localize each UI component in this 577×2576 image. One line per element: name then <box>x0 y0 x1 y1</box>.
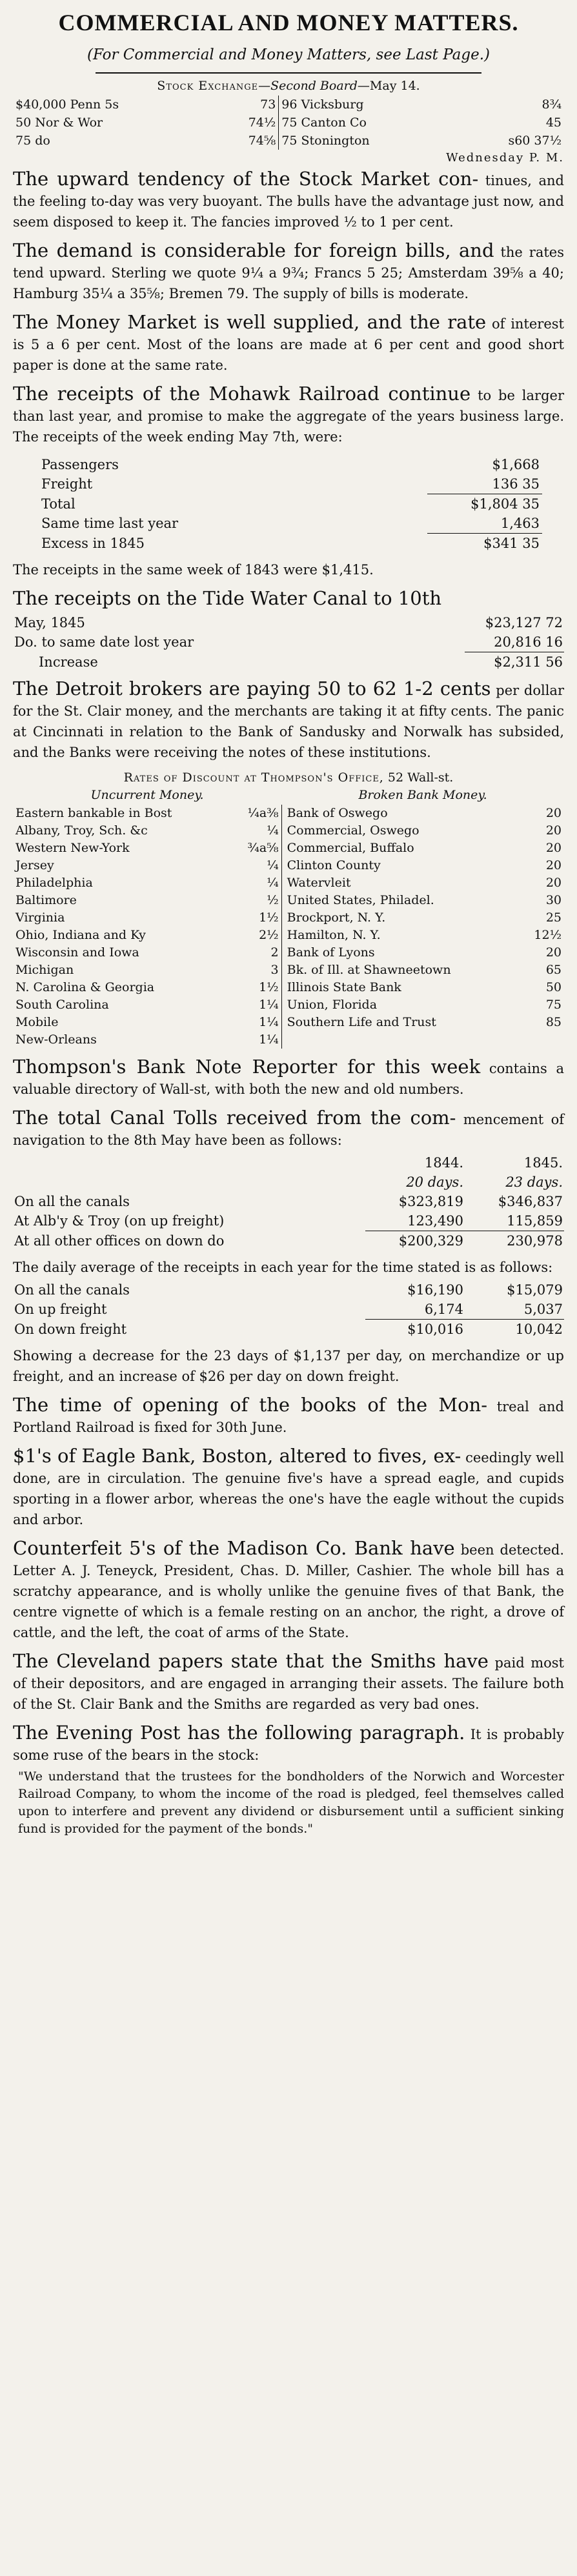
article-paragraph <box>13 1056 564 1100</box>
stock-date: —May 14. <box>357 79 420 93</box>
table-row <box>39 494 542 514</box>
tide-water-table <box>13 613 564 672</box>
paragraph-lead: The total Canal Tolls received from the com- <box>13 1107 456 1129</box>
article-paragraph: The receipts in the same week of 1843 were $1,415. <box>13 562 374 578</box>
rate: 2 <box>270 945 279 960</box>
bank-name: Philadelphia <box>15 876 93 890</box>
table-row <box>13 805 564 822</box>
article-paragraph: Showing a decrease for the 23 days of $1,137 per day, on merchandize or up freight, and an increase of $26 per day on down freight. <box>13 1348 564 1384</box>
paragraph-lead: The Money Market is well supplied, and the rate <box>13 311 487 333</box>
stock-sales-table <box>13 96 564 150</box>
bank-name: Virginia <box>15 911 65 925</box>
discount-heading <box>13 770 564 785</box>
bank-name: Eastern bankable in Bost <box>15 806 172 820</box>
rate: 20 <box>545 806 562 820</box>
table-row <box>13 961 564 979</box>
table-row <box>13 892 564 909</box>
stock-price: 45 <box>545 116 562 130</box>
title-rule <box>96 72 481 74</box>
bank-name: Illinois State Bank <box>281 979 520 996</box>
days-header: 20 days. <box>406 1174 463 1190</box>
canal-tolls-table <box>13 1153 564 1251</box>
bank-name: Western New-York <box>15 841 130 855</box>
rate: 1¼ <box>259 1015 279 1029</box>
rate: 65 <box>545 963 562 977</box>
article-paragraph <box>13 1107 564 1151</box>
table-row <box>13 909 564 927</box>
bank-name: Michigan <box>15 963 74 977</box>
table-header-row <box>13 786 564 805</box>
bank-name: Commercial, Oswego <box>281 822 520 840</box>
stock-exchange-heading <box>13 79 564 93</box>
rate: 2½ <box>259 928 279 942</box>
row-value: $2,311 56 <box>465 652 564 672</box>
row-value: $200,329 <box>365 1231 465 1251</box>
table-row <box>13 1192 564 1211</box>
bank-name: Baltimore <box>15 893 77 907</box>
table-row <box>13 944 564 961</box>
bank-name: Ohio, Indiana and Ky <box>15 928 146 942</box>
table-row <box>13 132 564 150</box>
paragraph-lead: The demand is considerable for foreign bills, and <box>13 239 494 261</box>
dateline: Wednesday P. M. <box>446 151 564 165</box>
stock-price: 74⅝ <box>248 134 276 148</box>
table-row <box>13 613 564 632</box>
table-row <box>13 1300 564 1320</box>
stock-price: s60 37½ <box>508 134 562 148</box>
row-label: Same time last year <box>41 516 179 532</box>
article-paragraph <box>13 1722 564 1766</box>
daily-average-table <box>13 1280 564 1339</box>
row-value: 6,174 <box>424 1302 463 1317</box>
paragraph-body: It is probably some ruse of the bears in the stock: <box>13 1727 564 1763</box>
bank-name: Brockport, N. Y. <box>281 909 520 927</box>
stock-lot: 75 do <box>15 134 50 148</box>
row-label: At all other offices on down do <box>14 1233 225 1249</box>
row-label: Do. to same date lost year <box>14 634 194 650</box>
discount-rates-table <box>13 786 564 1049</box>
stock-lot: 50 Nor & Wor <box>15 116 103 130</box>
article-paragraph <box>13 1445 564 1530</box>
table-row <box>13 1280 564 1300</box>
article-paragraph <box>13 1538 564 1643</box>
discount-heading-address: 52 Wall-st. <box>387 770 454 785</box>
page-title: COMMERCIAL AND MONEY MATTERS. <box>58 10 519 35</box>
row-value: 136 35 <box>492 476 540 492</box>
paragraph-body: paid most of their depositors, and are engaged in arranging their assets. The failure both of the St. Clair Bank and the Smiths are regarded as very bad ones. <box>13 1655 564 1712</box>
article-paragraph <box>13 1651 564 1715</box>
table-row <box>13 857 564 874</box>
paragraph-body: contains a valuable directory of Wall-st, with both the new and old numbers. <box>13 1061 564 1097</box>
table-row <box>39 514 542 534</box>
rate: 1½ <box>259 911 279 925</box>
bank-name: United States, Philadel. <box>281 892 520 909</box>
rate: 20 <box>545 858 562 872</box>
bank-name: Wisconsin and Iowa <box>15 945 139 960</box>
bank-name: Bk. of Ill. at Shawneetown <box>281 961 520 979</box>
bank-name: Bank of Oswego <box>281 805 520 822</box>
bank-name: Jersey <box>15 858 54 872</box>
row-label: Total <box>41 496 76 512</box>
row-label: Freight <box>41 476 93 492</box>
row-value: 115,859 <box>507 1213 563 1229</box>
bank-name: Watervleit <box>281 874 520 892</box>
bank-name: Southern Life and Trust <box>281 1014 520 1031</box>
stock-lot: $40,000 Penn 5s <box>15 97 119 112</box>
stock-lot: 96 Vicksburg <box>279 96 454 114</box>
bank-name: New-Orleans <box>15 1032 97 1047</box>
paragraph-body: tinues, and the feeling to-day was very buoyant. The bulls have the advantage just now, and seem disposed to keep it. The fancies improved ½ to 1 per cent. <box>13 173 564 230</box>
row-value: 5,037 <box>523 1302 563 1317</box>
row-value: 20,816 16 <box>494 634 563 650</box>
rate: 1¼ <box>259 998 279 1012</box>
column-header: Broken Bank Money. <box>358 788 487 802</box>
table-row <box>13 927 564 944</box>
rate: 75 <box>545 998 562 1012</box>
article-paragraph <box>13 383 564 447</box>
table-row <box>13 114 564 132</box>
table-header-row <box>13 1172 564 1192</box>
row-value: $346,837 <box>498 1194 563 1209</box>
bank-name: Bank of Lyons <box>281 944 520 961</box>
row-value: $15,079 <box>507 1282 563 1298</box>
year-header: 1844. <box>424 1155 463 1171</box>
rate: ½ <box>267 893 279 907</box>
discount-heading-label: Rates of Discount at Thompson's Office, <box>123 770 384 785</box>
row-value: $1,804 35 <box>427 494 542 514</box>
paragraph-lead: Counterfeit 5's of the Madison Co. Bank have <box>13 1537 455 1559</box>
paragraph-body: treal and Portland Railroad is fixed for 30th June. <box>13 1399 564 1435</box>
row-value: $323,819 <box>398 1194 463 1209</box>
paragraph-body: the rates tend upward. Sterling we quote 9¼ a 9¾; Francs 5 25; Amsterdam 39⅝ a 40; Hamburg 35¼ a 35⅝; Bremen 79. The supply of bills is moderate. <box>13 245 564 301</box>
rate: 30 <box>545 893 562 907</box>
article-paragraph <box>13 312 564 376</box>
bank-name: South Carolina <box>15 998 109 1012</box>
rate: ¼a⅜ <box>247 806 279 820</box>
bank-name: Commercial, Buffalo <box>281 840 520 857</box>
paragraph-body: been detected. Letter A. J. Teneyck, President, Chas. D. Miller, Cashier. The whole bill has a scratchy appearance, and is wholly unlike the genuine fives of that Bank, the centre vignette of which is a female resting on an anchor, the right, a drove of cattle, and the left, the coat of arms of the State. <box>13 1542 564 1640</box>
rate <box>520 1031 564 1049</box>
bank-name: N. Carolina & Georgia <box>15 980 155 994</box>
rate: ¼ <box>267 876 279 890</box>
table-row <box>13 822 564 840</box>
bank-name: Hamilton, N. Y. <box>281 927 520 944</box>
table-row <box>13 996 564 1014</box>
paragraph-lead: The Evening Post has the following paragraph. <box>13 1722 465 1744</box>
rate: 85 <box>545 1015 562 1029</box>
bank-name: Clinton County <box>281 857 520 874</box>
rate: 3 <box>270 963 279 977</box>
row-label: May, 1845 <box>14 615 85 630</box>
row-label: On up freight <box>14 1302 107 1318</box>
table-row <box>39 474 542 494</box>
article-paragraph <box>13 588 564 610</box>
table-row <box>13 840 564 857</box>
mohawk-receipts-table <box>39 455 542 553</box>
bank-name: Albany, Troy, Sch. &c <box>15 823 148 838</box>
year-header: 1845. <box>523 1155 563 1171</box>
page-subtitle: (For Commercial and Money Matters, see Last Page.) <box>86 46 491 63</box>
paragraph-lead: $1's of Eagle Bank, Boston, altered to fives, ex- <box>13 1445 461 1467</box>
paragraph-body: per dollar for the St. Clair money, and the merchants are taking it at fifty cents. The panic at Cincinnati in relation to the Bank of Sandusky and Norwalk has subsided, and the Banks were receiving the notes of these institutions. <box>13 683 564 760</box>
paragraph-body: to be larger than last year, and promise to make the aggregate of the years business large. The receipts of the week ending May 7th, were: <box>13 388 564 445</box>
row-value: 230,978 <box>465 1231 564 1251</box>
row-value: $10,016 <box>365 1320 465 1340</box>
rate: 20 <box>545 841 562 855</box>
rate: 50 <box>545 980 562 994</box>
stock-lot: 75 Stonington <box>279 132 454 150</box>
table-row <box>13 1211 564 1231</box>
table-row <box>13 979 564 996</box>
row-value: 10,042 <box>465 1320 564 1340</box>
rate: 20 <box>545 945 562 960</box>
row-label: Passengers <box>41 457 119 472</box>
paragraph-body: ceedingly well done, are in circulation. The genuine five's have a spread eagle, and cupids sporting in a flower arbor, whereas the one's have the eagle without the cupids and arbor. <box>13 1450 564 1527</box>
stock-price: 74½ <box>248 116 276 130</box>
table-row <box>39 534 542 554</box>
rate: ¼ <box>267 823 279 838</box>
article-paragraph <box>13 168 564 232</box>
row-label: Excess in 1845 <box>41 535 145 551</box>
paragraph-body: of interest is 5 a 6 per cent. Most of the loans are made at 6 per cent and good short paper is done at the same rate. <box>13 316 564 373</box>
row-label: On all the canals <box>14 1282 130 1298</box>
table-row <box>13 1231 564 1251</box>
article-paragraph: The daily average of the receipts in each year for the time stated is as follows: <box>13 1260 553 1275</box>
row-value: 1,463 <box>500 516 540 531</box>
row-value: $23,127 72 <box>485 615 563 630</box>
stock-exchange-label: Stock Exchange <box>157 79 259 93</box>
table-header-row <box>13 1153 564 1172</box>
row-label: On down freight <box>14 1321 127 1337</box>
table-row <box>13 1320 564 1340</box>
paragraph-lead: The upward tendency of the Stock Market con- <box>13 168 479 190</box>
paragraph-lead: The receipts of the Mohawk Railroad continue <box>13 383 471 405</box>
table-row <box>13 1014 564 1031</box>
bank-name <box>281 1031 520 1049</box>
rate: 12½ <box>534 928 562 942</box>
stock-price: 8¾ <box>542 97 562 112</box>
table-row <box>13 632 564 652</box>
paragraph-lead: Thompson's Bank Note Reporter for this week <box>13 1056 481 1078</box>
article-paragraph <box>13 678 564 763</box>
bank-name: Union, Florida <box>281 996 520 1014</box>
column-header: Uncurrent Money. <box>90 788 204 802</box>
rate: 1½ <box>259 980 279 994</box>
stock-lot: 75 Canton Co <box>279 114 454 132</box>
article-paragraph <box>13 240 564 304</box>
paragraph-lead: The Cleveland papers state that the Smiths have <box>13 1650 489 1672</box>
stock-board-label: —Second Board <box>258 79 358 93</box>
stock-price: 73 <box>260 97 276 112</box>
article-paragraph <box>13 1394 564 1438</box>
rate: ¾a⅝ <box>247 841 279 855</box>
table-row <box>13 1031 564 1049</box>
row-value: $1,668 <box>492 457 540 472</box>
table-row <box>13 652 564 672</box>
row-label: On all the canals <box>14 1194 130 1209</box>
table-row <box>13 96 564 114</box>
rate: 1¼ <box>259 1032 279 1047</box>
quoted-paragraph: "We understand that the trustees for the bondholders of the Norwich and Worcester Railroad Company, to whom the income of the road is pledged, feel themselves called upon to interfere and prevent any dividend or disbursement until a sufficient sinking fund is provided for the payment of the bonds." <box>18 1769 564 1836</box>
bank-name: Mobile <box>15 1015 59 1029</box>
days-header: 23 days. <box>505 1174 563 1190</box>
row-label: At Alb'y & Troy (on up freight) <box>14 1213 225 1229</box>
table-row <box>13 874 564 892</box>
paragraph-lead: The receipts on the Tide Water Canal to 10th <box>13 587 442 609</box>
row-label: Increase <box>39 654 98 670</box>
rate: 20 <box>545 876 562 890</box>
row-value: $341 35 <box>427 534 542 554</box>
table-row <box>39 455 542 474</box>
paragraph-body: mencement of navigation to the 8th May have been as follows: <box>13 1112 564 1148</box>
paragraph-lead: The Detroit brokers are paying 50 to 62 1-2 cents <box>13 678 491 699</box>
rate: ¼ <box>267 858 279 872</box>
row-value: $16,190 <box>407 1282 463 1298</box>
rate: 25 <box>545 911 562 925</box>
rate: 20 <box>545 823 562 838</box>
paragraph-lead: The time of opening of the books of the Mon- <box>13 1394 488 1416</box>
row-value: 123,490 <box>407 1213 463 1229</box>
